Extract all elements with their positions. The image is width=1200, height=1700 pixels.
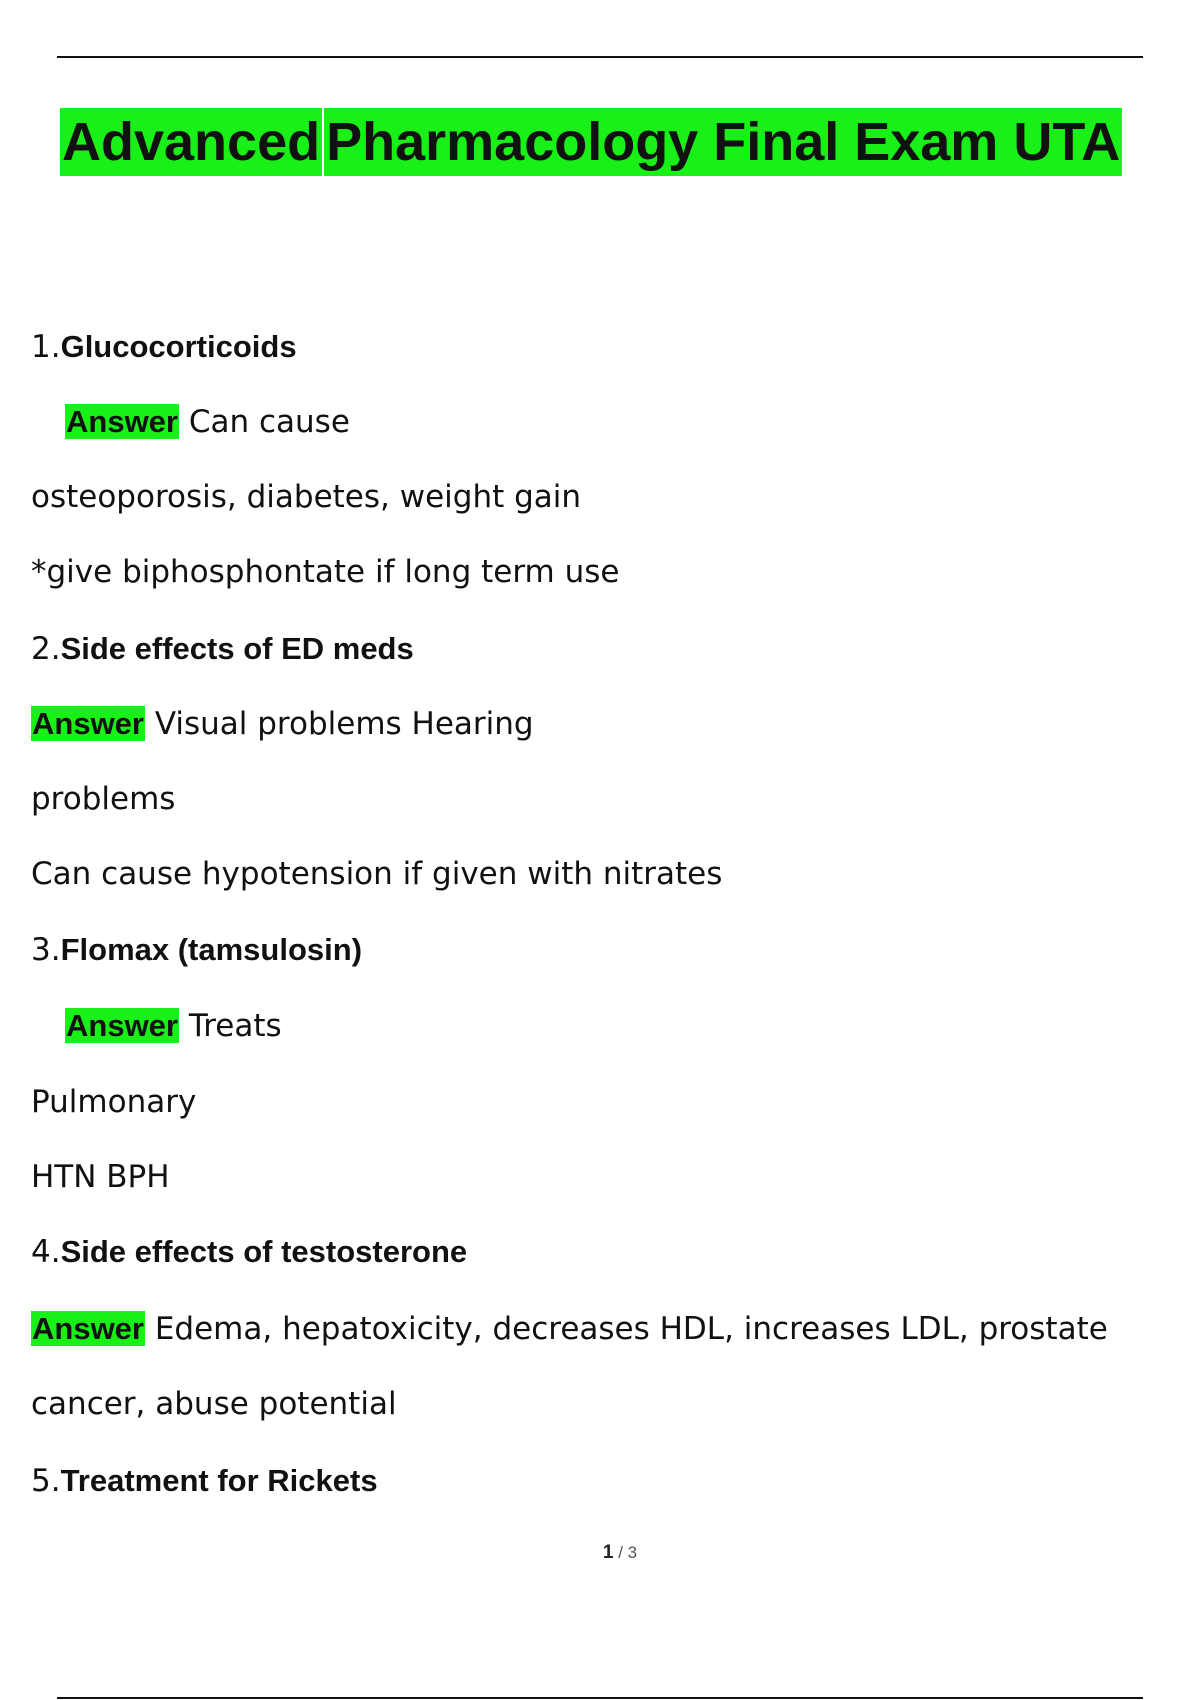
document-title (60, 108, 1122, 176)
question-number: 4. (31, 1234, 61, 1270)
question-text: Flomax (tamsulosin) (60, 932, 363, 967)
answer-3 (65, 1006, 282, 1046)
question-1 (31, 327, 297, 367)
question-2 (31, 629, 414, 669)
question-number: 5. (31, 1463, 61, 1499)
answer-line: osteoporosis, diabetes, weight gain (31, 479, 582, 515)
answer-label: Answer (66, 404, 178, 439)
title-word-1: Advanced (60, 108, 322, 176)
answer-label: Answer (32, 1311, 144, 1346)
question-number: 2. (31, 631, 61, 667)
question-3 (31, 930, 362, 970)
page-total: 3 (627, 1543, 638, 1562)
page-current: 1 (602, 1542, 614, 1563)
question-number: 1. (31, 329, 61, 365)
answer-text: Visual problems Hearing (154, 706, 534, 742)
question-number: 3. (31, 932, 61, 968)
answer-label: Answer (32, 706, 144, 741)
question-text: Treatment for Rickets (60, 1463, 378, 1498)
answer-line: problems (31, 781, 176, 817)
page-number (0, 1542, 1200, 1564)
answer-text: Can cause (188, 404, 350, 440)
answer-1 (65, 402, 350, 442)
bottom-rule (57, 1697, 1143, 1699)
answer-label: Answer (66, 1008, 178, 1043)
page-separator: / (618, 1543, 623, 1562)
answer-text: Treats (188, 1008, 282, 1044)
question-4 (31, 1232, 467, 1272)
question-text: Glucocorticoids (60, 329, 297, 364)
question-5 (31, 1461, 378, 1501)
answer-text: Edema, hepatoxicity, decreases HDL, increases LDL, prostate (154, 1311, 1108, 1347)
question-text: Side effects of testosterone (60, 1234, 468, 1269)
answer-line: *give biphosphontate if long term use (31, 554, 620, 590)
answer-line: Can cause hypotension if given with nitrates (31, 856, 723, 892)
answer-line: Pulmonary (31, 1084, 197, 1120)
question-text: Side effects of ED meds (60, 631, 414, 666)
answer-line: cancer, abuse potential (31, 1386, 397, 1422)
answer-2 (31, 704, 534, 744)
answer-4 (31, 1309, 1108, 1349)
top-rule (57, 56, 1143, 58)
answer-line: HTN BPH (31, 1159, 170, 1195)
title-word-2: Pharmacology Final Exam UTA (324, 108, 1122, 176)
